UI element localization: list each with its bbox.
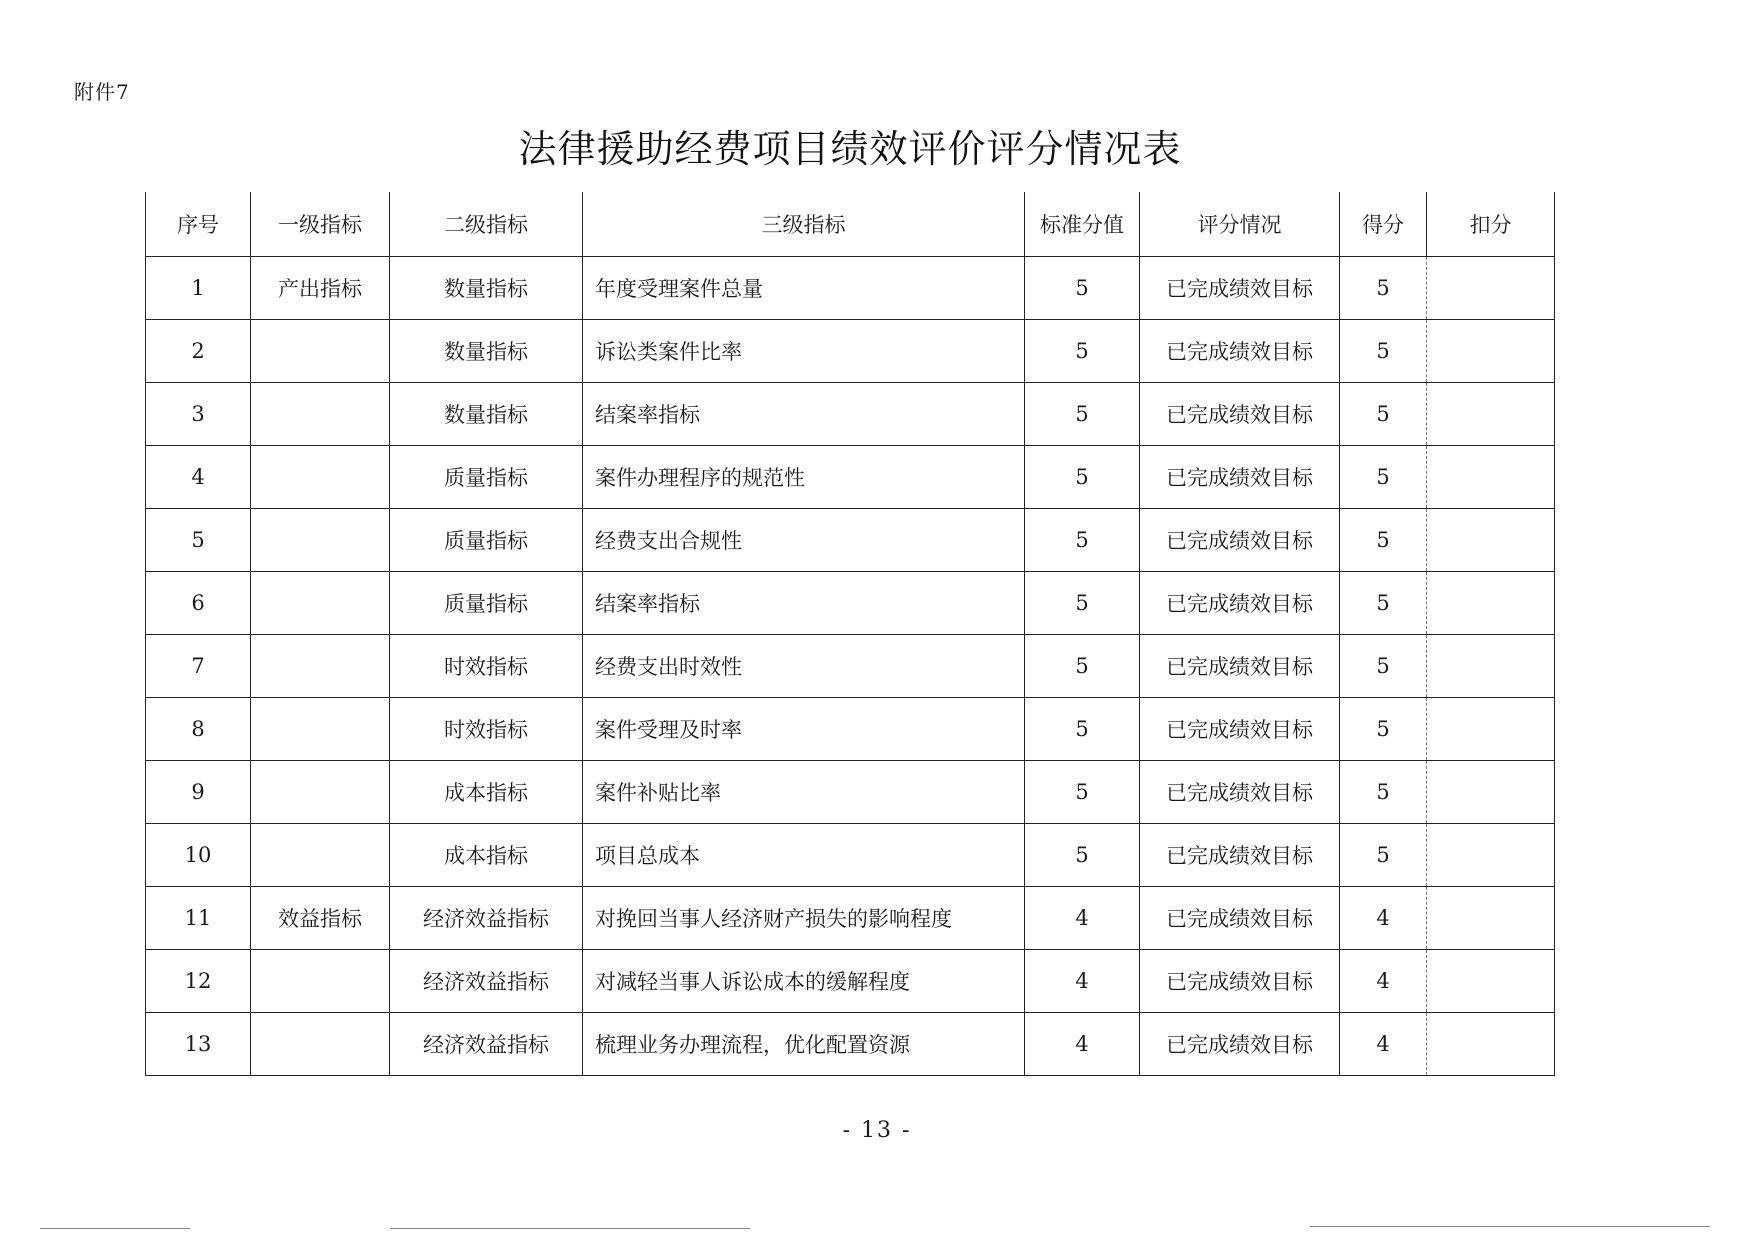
cell-level3: 对挽回当事人经济财产损失的影响程度 <box>583 887 1025 950</box>
cell-score: 4 <box>1340 950 1427 1013</box>
cell-level2: 经济效益指标 <box>390 950 583 1013</box>
cell-standard: 5 <box>1025 257 1140 320</box>
table-row <box>146 698 1555 761</box>
cell-level3: 项目总成本 <box>583 824 1025 887</box>
cell-seq: 11 <box>146 887 251 950</box>
table-row <box>146 509 1555 572</box>
table-header-row <box>146 192 1555 257</box>
cell-level3: 对减轻当事人诉讼成本的缓解程度 <box>583 950 1025 1013</box>
cell-seq: 12 <box>146 950 251 1013</box>
cell-score: 4 <box>1340 1013 1427 1076</box>
cell-deduct <box>1427 572 1555 635</box>
cell-level1 <box>251 572 390 635</box>
cell-evaluation: 已完成绩效目标 <box>1140 509 1340 572</box>
document-title: 法律援助经费项目绩效评价评分情况表 <box>518 127 1182 171</box>
cell-level1 <box>251 320 390 383</box>
table-row <box>146 824 1555 887</box>
table-row <box>146 383 1555 446</box>
column-header-seq: 序号 <box>146 192 251 257</box>
cell-score: 5 <box>1340 257 1427 320</box>
cell-level1 <box>251 698 390 761</box>
cell-deduct <box>1427 698 1555 761</box>
cell-score: 5 <box>1340 761 1427 824</box>
cell-score: 4 <box>1340 887 1427 950</box>
cell-score: 5 <box>1340 635 1427 698</box>
cell-standard: 5 <box>1025 635 1140 698</box>
column-header-evaluation: 评分情况 <box>1140 192 1340 257</box>
cell-level1 <box>251 446 390 509</box>
cell-level2: 经济效益指标 <box>390 1013 583 1076</box>
cell-deduct <box>1427 1013 1555 1076</box>
cell-deduct <box>1427 761 1555 824</box>
cell-standard: 5 <box>1025 320 1140 383</box>
cell-level3: 案件受理及时率 <box>583 698 1025 761</box>
cell-level2: 质量指标 <box>390 572 583 635</box>
cell-seq: 3 <box>146 383 251 446</box>
cell-score: 5 <box>1340 824 1427 887</box>
table-row <box>146 761 1555 824</box>
table-row <box>146 635 1555 698</box>
cell-evaluation: 已完成绩效目标 <box>1140 698 1340 761</box>
cell-standard: 5 <box>1025 572 1140 635</box>
cell-level1 <box>251 509 390 572</box>
column-header-level3: 三级指标 <box>583 192 1025 257</box>
cell-level2: 成本指标 <box>390 761 583 824</box>
cell-level3: 案件补贴比率 <box>583 761 1025 824</box>
column-header-deduct: 扣分 <box>1427 192 1555 257</box>
cell-level2: 时效指标 <box>390 698 583 761</box>
cell-score: 5 <box>1340 509 1427 572</box>
cell-evaluation: 已完成绩效目标 <box>1140 1013 1340 1076</box>
cell-evaluation: 已完成绩效目标 <box>1140 572 1340 635</box>
column-header-score: 得分 <box>1340 192 1427 257</box>
table-row <box>146 1013 1555 1076</box>
cell-evaluation: 已完成绩效目标 <box>1140 635 1340 698</box>
cell-deduct <box>1427 509 1555 572</box>
cell-deduct <box>1427 824 1555 887</box>
cell-score: 5 <box>1340 383 1427 446</box>
cell-deduct <box>1427 383 1555 446</box>
cell-level2: 数量指标 <box>390 257 583 320</box>
cell-level1 <box>251 1013 390 1076</box>
cell-standard: 4 <box>1025 887 1140 950</box>
cell-deduct <box>1427 887 1555 950</box>
cell-level2: 成本指标 <box>390 824 583 887</box>
cell-level1 <box>251 383 390 446</box>
cell-level3: 案件办理程序的规范性 <box>583 446 1025 509</box>
cell-level1 <box>251 950 390 1013</box>
cell-evaluation: 已完成绩效目标 <box>1140 446 1340 509</box>
cell-level1: 产出指标 <box>251 257 390 320</box>
table-row <box>146 950 1555 1013</box>
cell-score: 5 <box>1340 698 1427 761</box>
cell-standard: 5 <box>1025 509 1140 572</box>
cell-level2: 数量指标 <box>390 383 583 446</box>
cell-deduct <box>1427 320 1555 383</box>
table-row <box>146 887 1555 950</box>
cell-evaluation: 已完成绩效目标 <box>1140 383 1340 446</box>
cell-seq: 8 <box>146 698 251 761</box>
cell-standard: 5 <box>1025 698 1140 761</box>
page-number: - 13 - <box>842 1118 912 1143</box>
cell-level3: 年度受理案件总量 <box>583 257 1025 320</box>
cell-deduct <box>1427 635 1555 698</box>
scan-artifact <box>390 1228 750 1229</box>
cell-evaluation: 已完成绩效目标 <box>1140 257 1340 320</box>
cell-score: 5 <box>1340 320 1427 383</box>
cell-standard: 4 <box>1025 950 1140 1013</box>
cell-seq: 7 <box>146 635 251 698</box>
table-row <box>146 320 1555 383</box>
cell-deduct <box>1427 257 1555 320</box>
column-header-standard: 标准分值 <box>1025 192 1140 257</box>
cell-standard: 5 <box>1025 446 1140 509</box>
cell-seq: 5 <box>146 509 251 572</box>
cell-seq: 2 <box>146 320 251 383</box>
cell-seq: 13 <box>146 1013 251 1076</box>
cell-standard: 5 <box>1025 383 1140 446</box>
cell-level1: 效益指标 <box>251 887 390 950</box>
cell-evaluation: 已完成绩效目标 <box>1140 950 1340 1013</box>
cell-level3: 结案率指标 <box>583 572 1025 635</box>
cell-level3: 梳理业务办理流程，优化配置资源 <box>583 1013 1025 1076</box>
cell-evaluation: 已完成绩效目标 <box>1140 320 1340 383</box>
table-row <box>146 572 1555 635</box>
table-row <box>146 257 1555 320</box>
cell-level3: 经费支出时效性 <box>583 635 1025 698</box>
cell-level3: 结案率指标 <box>583 383 1025 446</box>
cell-level2: 质量指标 <box>390 509 583 572</box>
cell-level1 <box>251 824 390 887</box>
cell-seq: 9 <box>146 761 251 824</box>
cell-standard: 5 <box>1025 824 1140 887</box>
column-header-level2: 二级指标 <box>390 192 583 257</box>
performance-score-table <box>145 192 1555 1076</box>
cell-level3: 经费支出合规性 <box>583 509 1025 572</box>
cell-score: 5 <box>1340 572 1427 635</box>
cell-score: 5 <box>1340 446 1427 509</box>
cell-standard: 5 <box>1025 761 1140 824</box>
cell-level3: 诉讼类案件比率 <box>583 320 1025 383</box>
cell-level2: 时效指标 <box>390 635 583 698</box>
cell-seq: 4 <box>146 446 251 509</box>
cell-deduct <box>1427 950 1555 1013</box>
attachment-label: 附件7 <box>74 80 130 104</box>
cell-level2: 数量指标 <box>390 320 583 383</box>
cell-standard: 4 <box>1025 1013 1140 1076</box>
cell-level2: 经济效益指标 <box>390 887 583 950</box>
scan-artifact <box>40 1228 190 1229</box>
column-header-level1: 一级指标 <box>251 192 390 257</box>
cell-evaluation: 已完成绩效目标 <box>1140 761 1340 824</box>
cell-level1 <box>251 635 390 698</box>
cell-seq: 1 <box>146 257 251 320</box>
table-row <box>146 446 1555 509</box>
scan-artifact <box>1310 1226 1710 1227</box>
cell-level2: 质量指标 <box>390 446 583 509</box>
cell-deduct <box>1427 446 1555 509</box>
cell-seq: 6 <box>146 572 251 635</box>
cell-level1 <box>251 761 390 824</box>
cell-seq: 10 <box>146 824 251 887</box>
cell-evaluation: 已完成绩效目标 <box>1140 887 1340 950</box>
cell-evaluation: 已完成绩效目标 <box>1140 824 1340 887</box>
